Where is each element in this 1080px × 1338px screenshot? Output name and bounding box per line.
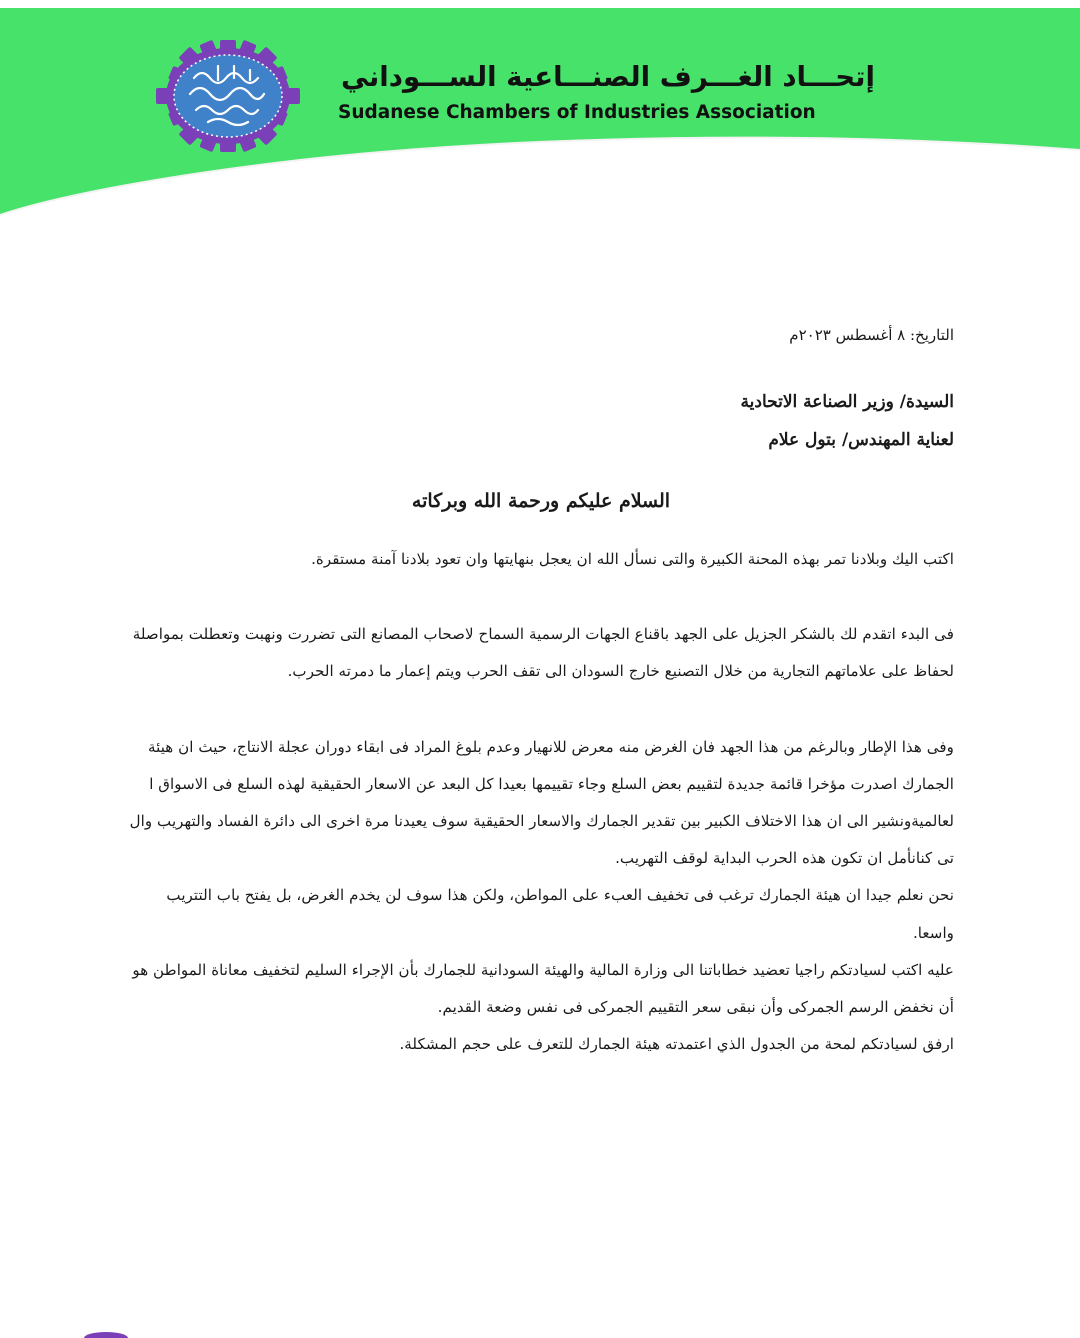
org-name-english: Sudanese Chambers of Industries Association xyxy=(338,102,816,123)
body-line: لعالميةونشير الى ان هذا الاختلاف الكبير بين تقدير الجمارك والاسعار الحقيقية سوف يعيدنا مرة اخرى الى دائرة الفساد والتهريب وال xyxy=(129,812,954,830)
body-line: تى كنانأمل ان تكون هذه الحرب البداية لوقف التهريب. xyxy=(615,849,954,867)
recipient-line-2: لعناية المهندس/ بتول علام xyxy=(768,430,954,450)
org-name-arabic: إتحـــاد الغـــرف الصنـــاعية الســـوداني xyxy=(340,60,876,93)
greeting: السلام عليكم ورحمة الله وبركاته xyxy=(411,490,671,512)
body-line: واسعا. xyxy=(912,924,954,942)
letter-date: التاريخ: ٨ أغسطس ٢٠٢٣م xyxy=(789,326,954,344)
body-line: نحن نعلم جيدا ان هيئة الجمارك ترغب فى تخفيف العبء على المواطن، ولكن هذا سوف لن يخدم الغرض، بل يفتح باب التتريب xyxy=(166,886,954,904)
body-line: وفى هذا الإطار وبالرغم من هذا الجهد فان الغرض منه معرض للانهيار وعدم بلوغ المراد فى ابقاء دوران عجلة الانتاج، حيث ان هيئة xyxy=(147,738,954,756)
recipient-line-1: السيدة/ وزير الصناعة الاتحادية xyxy=(740,392,954,412)
body-line: فى البدء اتقدم لك بالشكر الجزيل على الجهد باقناع الجهات الرسمية السماح لاصحاب المصانع التى تضررت ونهبت وتعطلت بمواصلة xyxy=(132,625,954,643)
body-line: لحفاظ على علاماتهم التجارية من خلال التصنيع خارج السودان الى تقف الحرب ويتم إعمار ما دمرته الحرب. xyxy=(287,662,954,680)
body-line: اكتب اليك وبلادنا تمر بهذه المحنة الكبيرة والتى نسأل الله ان يعجل بنهايتها وان تعود بلادنا آمنة مستقرة. xyxy=(311,550,954,568)
body-line: ارفق لسيادتكم لمحة من الجدول الذي اعتمدته هيئة الجمارك للتعرف على حجم المشكلة. xyxy=(399,1035,954,1053)
body-line: أن نخفض الرسم الجمركى وأن نبقى سعر التقييم الجمركى فى نفس وضعة القديم. xyxy=(437,998,954,1016)
gear-logo-icon xyxy=(156,40,300,152)
body-line: الجمارك اصدرت مؤخرا قائمة جديدة لتقييم بعض السلع وجاء تقييمها بعيدا كل البعد عن الاسعار الحقيقية لهذه السلع فى الاسواق ا xyxy=(149,775,954,793)
footer-logo-fragment-icon xyxy=(80,1330,132,1338)
body-line: عليه اكتب لسيادتكم راجيا تعضيد خطاباتنا الى وزارة المالية والهيئة السودانية للجمارك بأن الإجراء السليم لتخفيف معاناة المواطن هو xyxy=(132,961,954,979)
